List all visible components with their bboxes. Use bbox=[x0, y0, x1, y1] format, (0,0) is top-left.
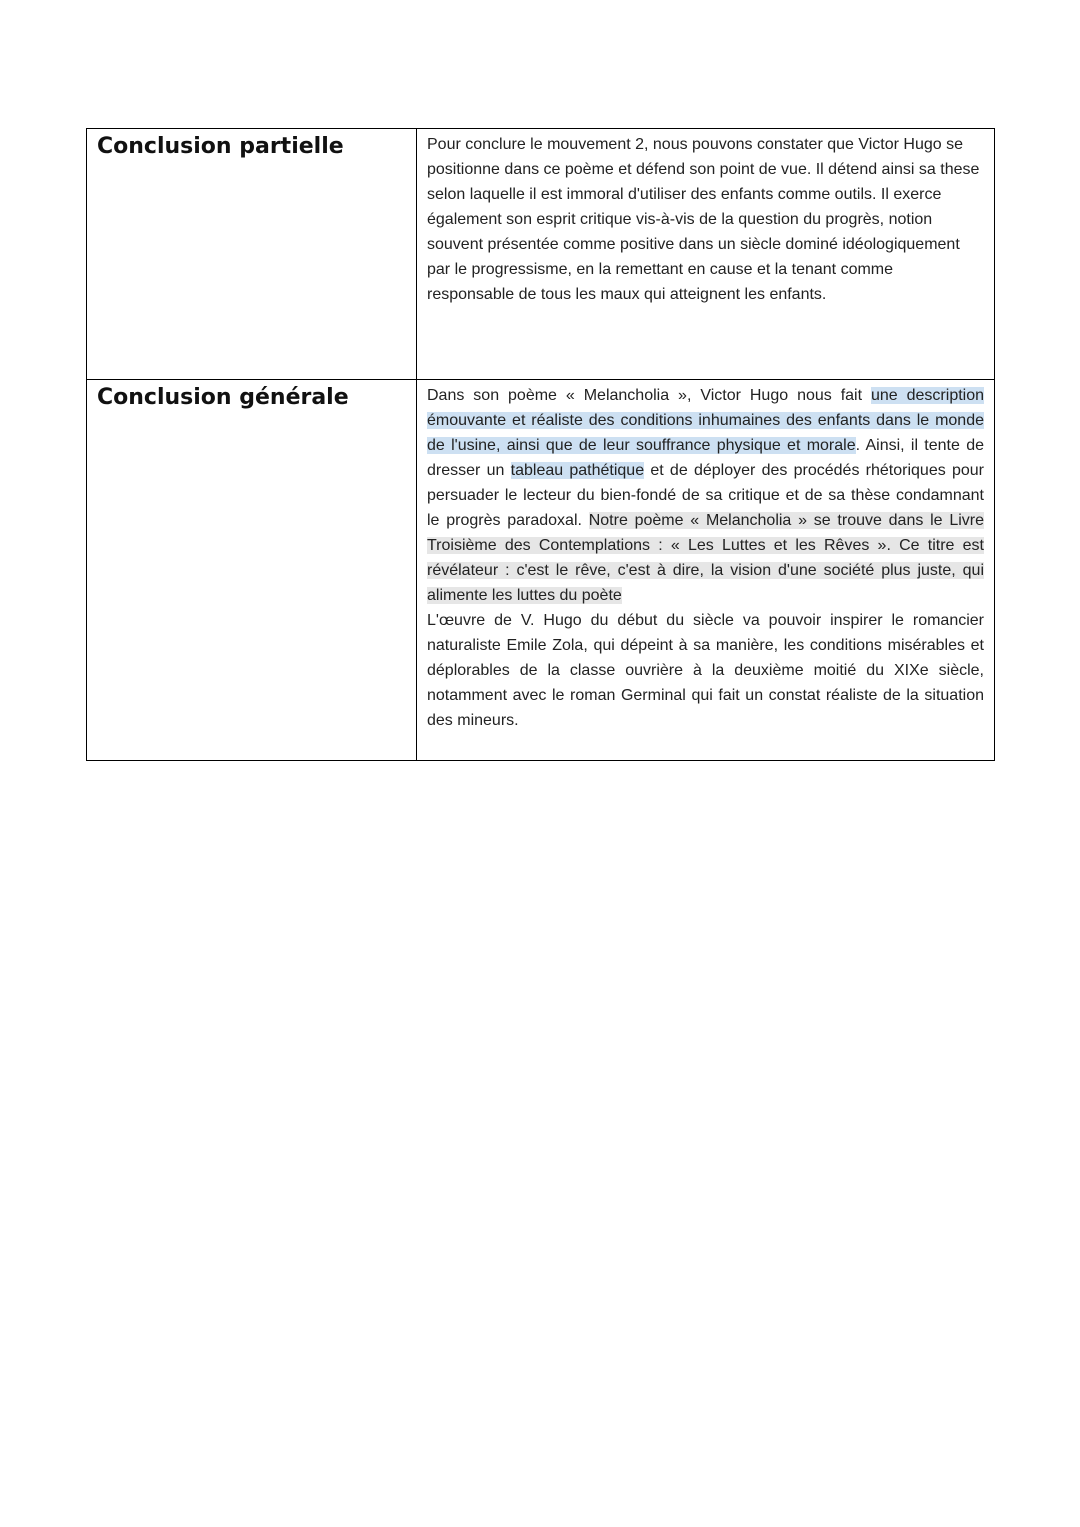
row-label-partial: Conclusion partielle bbox=[97, 134, 344, 159]
general-conclusion-paragraph-2: L'œuvre de V. Hugo du début du siècle va pouvoir inspirer le romancier naturaliste Emile Zola, qui dépeint à sa manière, les conditions misérables et déplorables de la classe ouvrière à la deuxième moitié du XIXe siècle, notamment avec le roman Germinal qui fait un constat réaliste de la situation des mineurs. bbox=[427, 612, 984, 729]
label-cell bbox=[87, 129, 417, 380]
text-cell bbox=[417, 380, 995, 761]
highlighted-description: une description émouvante et réaliste des conditions inhumaines des enfants dans le monde de l'usine, ainsi que de leur souffrance physique et morale bbox=[427, 387, 985, 454]
table-row-general-conclusion bbox=[87, 380, 995, 761]
highlighted-tableau: tableau pathétique bbox=[510, 462, 645, 479]
conclusion-table bbox=[86, 128, 995, 761]
text-segment: . Ainsi, il tente de dresser un bbox=[427, 437, 984, 479]
partial-conclusion-text: Pour conclure le mouvement 2, nous pouvons constater que Victor Hugo se positionne dans ce poème et défend son point de vue. Il détend ainsi sa these selon laquelle il est immoral d'utiliser des enfants comme outils. Il exerce également son esprit critique vis-à-vis de la question du progrès, notion souvent présentée comme positive dans un siècle dominé idéologiquement par le progressisme, en la remettant en cause et la tenant comme responsable de tous les maux qui atteignent les enfants. bbox=[427, 136, 980, 303]
general-conclusion-paragraph-1 bbox=[417, 380, 994, 608]
text-segment: Dans son poème « Melancholia », Victor Hugo nous fait bbox=[427, 387, 871, 404]
row-label-general: Conclusion générale bbox=[97, 385, 349, 410]
text-cell bbox=[417, 129, 995, 380]
text-segment: et de déployer des procédés rhétoriques pour persuader le lecteur du bien-fondé de sa critique et de sa thèse condamnant le progrès paradoxal. bbox=[427, 462, 984, 529]
highlighted-contemplations: Notre poème « Melancholia » se trouve dans le Livre Troisième des Contemplations : « Les Luttes et les Rêves ». Ce titre est révélateur : c'est le rêve, c'est à dire, la vision d'une société plus juste, qui alimente les luttes du poète bbox=[427, 512, 984, 604]
table-row-partial-conclusion bbox=[87, 129, 995, 380]
label-cell bbox=[87, 380, 417, 761]
